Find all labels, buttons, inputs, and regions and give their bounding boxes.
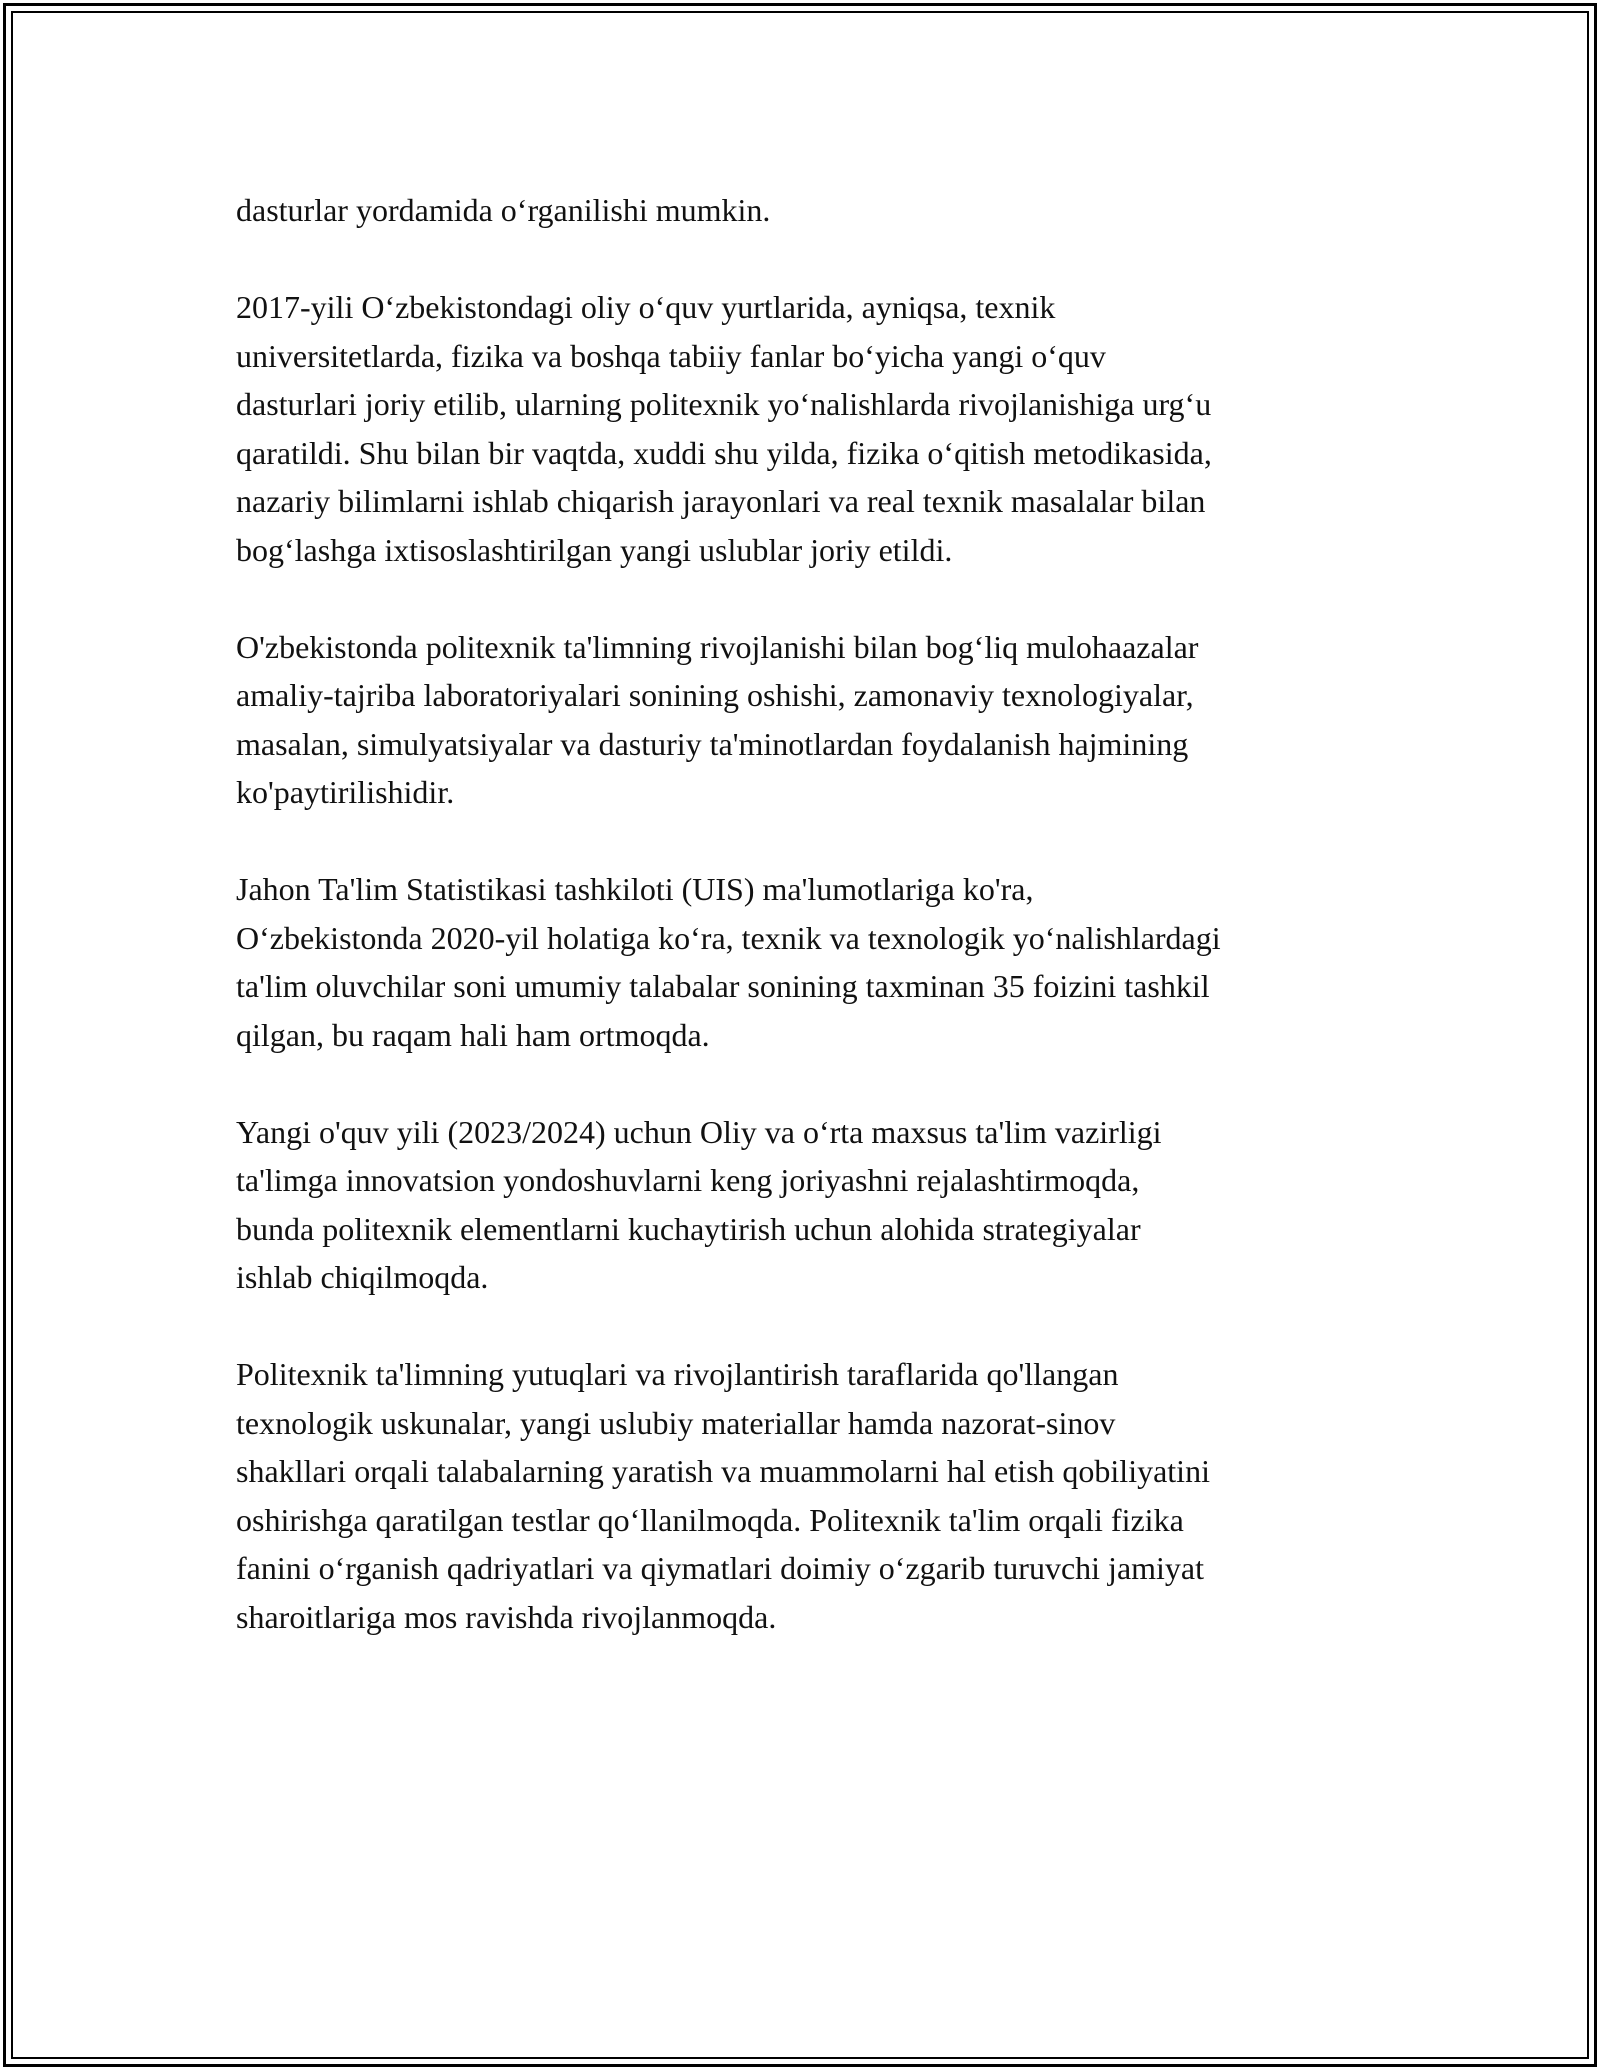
paragraph-6 (236, 1350, 1386, 1641)
text-line: ta'lim oluvchilar soni umumiy talabalar sonining taxminan 35 foizini tashkil (236, 968, 1210, 1004)
text-line: masalan, simulyatsiyalar va dasturiy ta'minotlardan foydalanish hajmining (236, 725, 1189, 762)
text-line: bog‘lashga ixtisoslashtirilgan yangi uslublar joriy etildi. (236, 531, 953, 568)
paragraph-4 (236, 865, 1386, 1059)
text-line: qaratildi. Shu bilan bir vaqtda, xuddi shu yilda, fizika o‘qitish metodikasida, (236, 434, 1212, 471)
text-line: O'zbekistonda politexnik ta'limning rivojlanishi bilan bog‘liq mulohaazalar (236, 628, 1199, 665)
text-line: Politexnik ta'limning yutuqlari va rivojlantirish taraflarida qo'llangan (236, 1356, 1119, 1392)
text-line: O‘zbekistonda 2020-yil holatiga ko‘ra, texnik va texnologik yo‘nalishlardagi (236, 919, 1221, 956)
text-line: 2017-yili O‘zbekistondagi oliy o‘quv yurtlarida, ayniqsa, texnik (236, 289, 1056, 325)
paragraph-5 (236, 1108, 1386, 1302)
text-line: qilgan, bu raqam hali ham ortmoqda. (236, 1016, 710, 1053)
paragraph-1 (236, 186, 1386, 235)
paragraph-3 (236, 623, 1386, 817)
text-line: shakllari orqali talabalarning yaratish va muammolarni hal etish qobiliyatini (236, 1453, 1210, 1489)
text-line: bunda politexnik elementlarni kuchaytirish uchun alohida strategiyalar (236, 1210, 1141, 1247)
text-line: oshirishga qaratilgan testlar qo‘llanilmoqda. Politexnik ta'lim orqali fizika (236, 1501, 1184, 1538)
text-line: dasturlari joriy etilib, ularning politexnik yo‘nalishlarda rivojlanishiga urg‘u (236, 386, 1212, 422)
text-line: texnologik uskunalar, yangi uslubiy materiallar hamda nazorat-sinov (236, 1404, 1116, 1441)
text-line: dasturlar yordamida o‘rganilishi mumkin. (236, 192, 771, 228)
text-line: Jahon Ta'lim Statistikasi tashkiloti (UIS) ma'lumotlariga ko'ra, (236, 871, 1034, 907)
text-line: Yangi o'quv yili (2023/2024) uchun Oliy va o‘rta maxsus ta'lim vazirligi (236, 1113, 1162, 1150)
text-line: ta'limga innovatsion yondoshuvlarni keng joriyashni rejalashtirmoqda, (236, 1162, 1140, 1198)
page-body (236, 186, 1386, 1690)
text-line: ko'paytirilishidir. (236, 774, 455, 810)
text-line: universitetlarda, fizika va boshqa tabiiy fanlar bo‘yicha yangi o‘quv (236, 337, 1106, 374)
text-line: sharoitlariga mos ravishda rivojlanmoqda. (236, 1598, 777, 1635)
text-line: amaliy-tajriba laboratoriyalari sonining oshishi, zamonaviy texnologiyalar, (236, 677, 1194, 713)
text-line: ishlab chiqilmoqda. (236, 1259, 489, 1295)
text-line: nazariy bilimlarni ishlab chiqarish jarayonlari va real texnik masalalar bilan (236, 483, 1206, 519)
paragraph-2 (236, 283, 1386, 574)
text-line: fanini o‘rganish qadriyatlari va qiymatlari doimiy o‘zgarib turuvchi jamiyat (236, 1550, 1205, 1586)
